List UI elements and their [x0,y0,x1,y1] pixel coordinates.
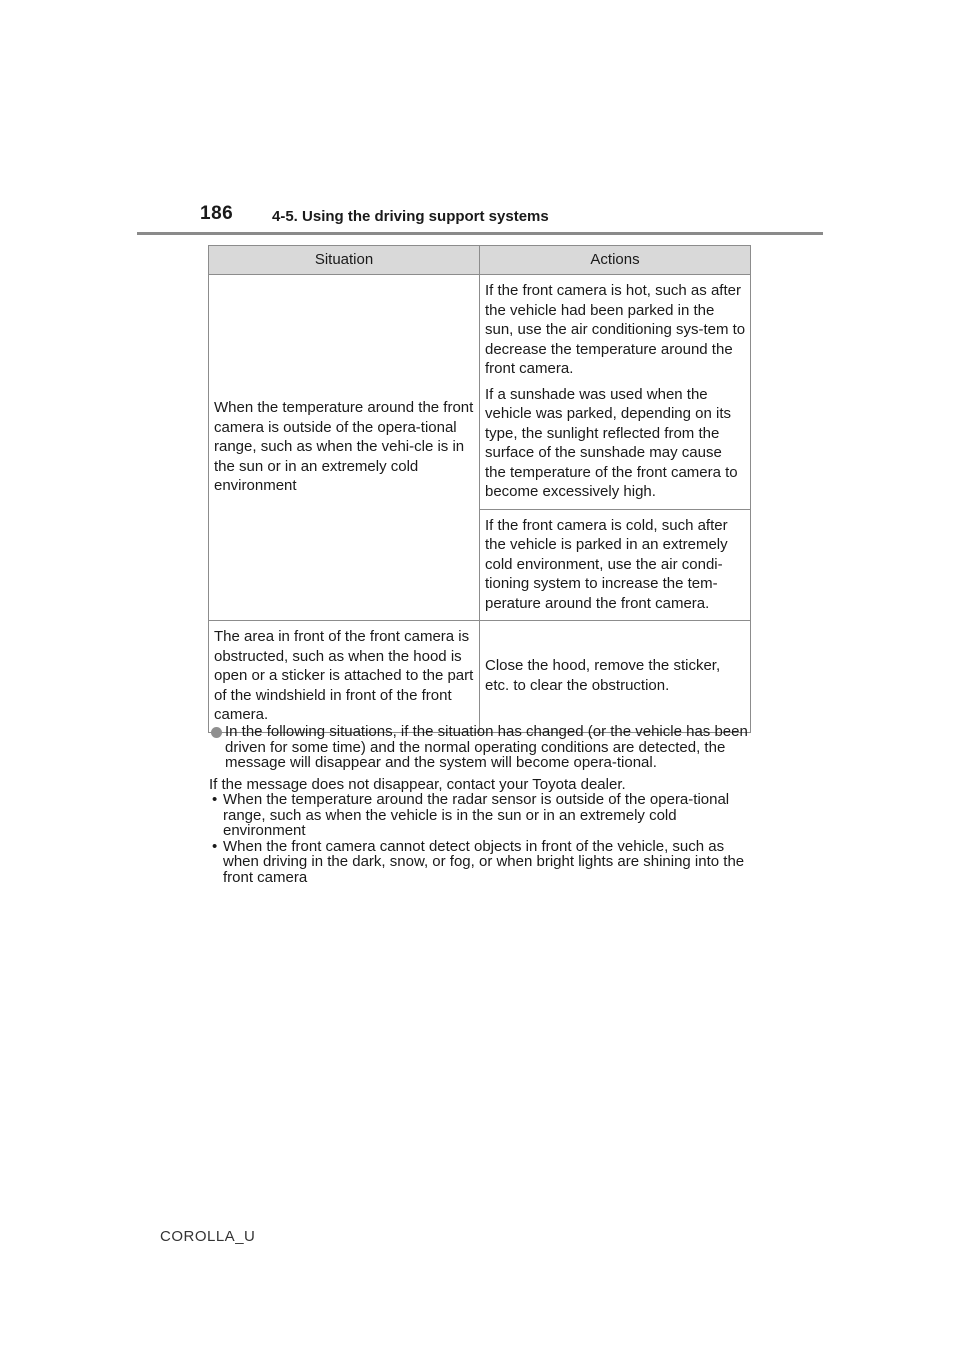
situation-actions-table [208,245,751,733]
contact-dealer-text: If the message does not disappear, contact your Toyota dealer. [209,775,626,793]
bullet-dot-icon [211,727,222,738]
list-item-text: When the front camera cannot detect objects in front of the vehicle, such as when driving in the dark, snow, or fog, or when bright lights are shining into the front camera [223,837,745,886]
list-bullet: • [212,837,218,855]
table-row [209,275,751,510]
list-item [209,839,756,886]
section-title: 4-5. Using the driving support systems [272,208,549,225]
column-header-actions: Actions [480,246,751,275]
actions-cell [480,275,751,510]
action-text: If the front camera is hot, such as after the vehicle had been parked in the sun, use the air conditioning sys-tem to decrease the temperature around the front camera. [485,282,746,377]
action-text: If the front camera is cold, such after the vehicle is parked in an extremely cold environment, use the air condi-tioning system to increase the tem-perature around the front camera. [485,516,728,612]
situation-cell: The area in front of the front camera is obstructed, such as when the hood is open or a sticker is attached to the part of the windshield in front of the front camera. [209,621,480,733]
notes-section [211,724,756,885]
list-item [209,792,756,839]
header-divider [137,232,823,235]
table-row [209,621,751,733]
bullet-note-text: In the following situations, if the situation has changed (or the vehicle has been driven for some time) and the normal operating conditions are detected, the message will disappear and the system will become opera-tional. [225,723,748,771]
situation-cell: When the temperature around the front camera is outside of the opera-tional range, such as when the vehi-cle is in the sun or in an extremely cold environment [209,275,480,621]
page-number: 186 [200,203,234,224]
table-header-row [209,246,751,275]
footer-model-label: COROLLA_U [160,1228,256,1245]
bullet-note [211,724,756,771]
action-text: If a sunshade was used when the vehicle was parked, depending on its type, the sunlight reflected from the surface of the sunshade may cause the temperature of the front camera to become excessively high. [485,385,738,500]
actions-cell [480,621,751,733]
column-header-situation: Situation [209,246,480,275]
list-bullet: • [212,791,218,808]
actions-cell [480,509,751,621]
action-text: Close the hood, remove the sticker, etc. to clear the obstruction. [485,657,721,694]
list-item-text: When the temperature around the radar sensor is outside of the opera-tional range, such as when the vehicle is in the sun or in an extremely cold environment [223,791,730,839]
